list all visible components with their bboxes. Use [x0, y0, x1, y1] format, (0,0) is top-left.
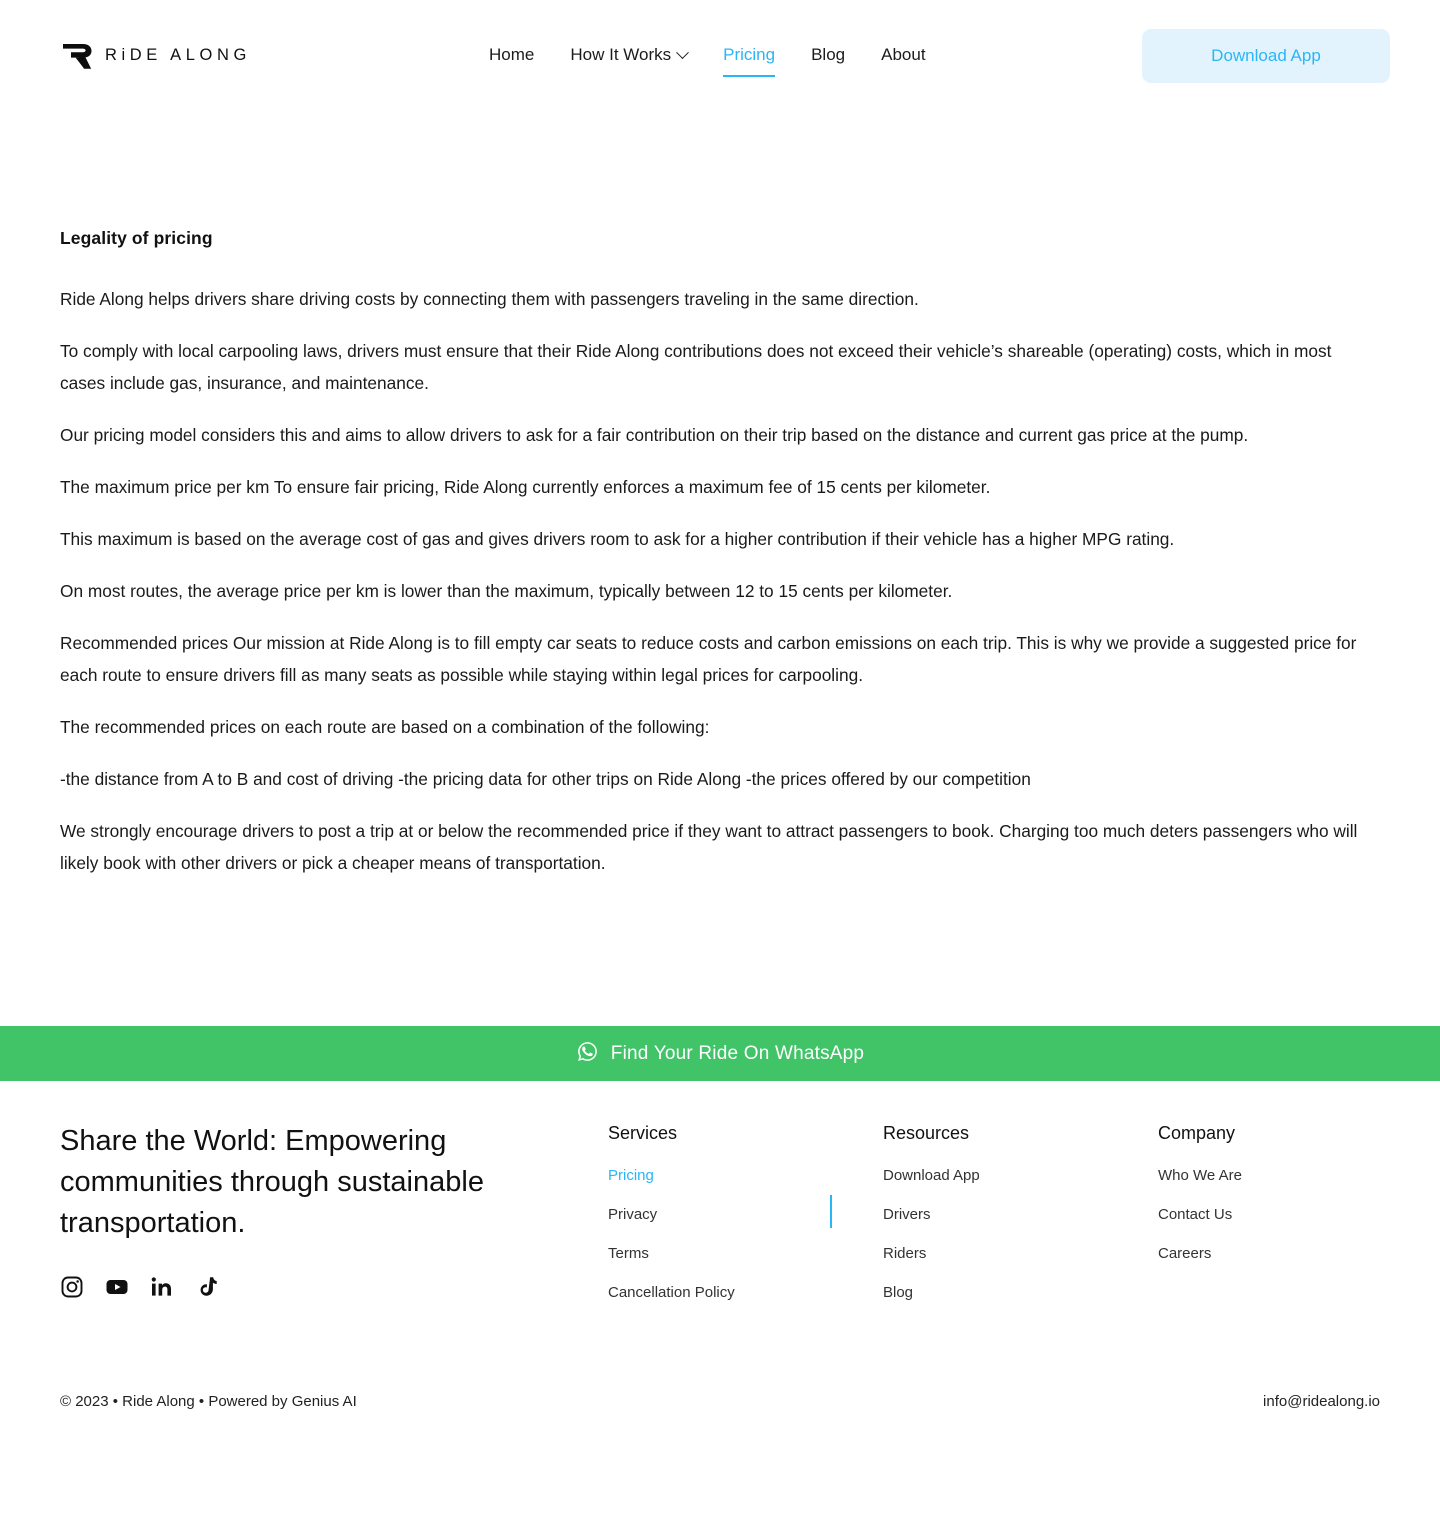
- footer-column-title: Company: [1158, 1123, 1236, 1143]
- article-content: [0, 110, 1440, 879]
- whatsapp-banner[interactable]: [0, 1026, 1440, 1081]
- footer-link-blog[interactable]: Blog: [883, 1284, 914, 1301]
- ride-along-r-mark-icon: [60, 38, 94, 72]
- footer-link-pricing[interactable]: Pricing: [608, 1167, 654, 1184]
- footer-bottom-bar: [0, 1393, 1440, 1410]
- main-nav: [489, 0, 926, 110]
- whatsapp-icon: [576, 1040, 599, 1068]
- article-paragraph: Ride Along helps drivers share driving costs by connecting them with passengers traveling in the same direction.: [60, 289, 919, 309]
- footer-columns: [608, 1123, 1433, 1323]
- article-paragraph: The recommended prices on each route are based on a combination of the following:: [60, 717, 710, 737]
- article-paragraph: The maximum price per km To ensure fair pricing, Ride Along currently enforces a maximum fee of 15 cents per kilometer.: [60, 477, 991, 497]
- footer-link-who-we-are[interactable]: Who We Are: [1158, 1167, 1242, 1184]
- nav-item-label: Home: [489, 45, 535, 64]
- footer-link-contact-us[interactable]: Contact Us: [1158, 1206, 1233, 1223]
- youtube-icon[interactable]: [105, 1275, 129, 1299]
- site-footer: [0, 1081, 1440, 1323]
- instagram-icon[interactable]: [60, 1275, 84, 1299]
- footer-link-cancellation-policy[interactable]: Cancellation Policy: [608, 1284, 735, 1301]
- nav-item-blog[interactable]: [811, 39, 845, 71]
- article-paragraph: Recommended prices Our mission at Ride Along is to fill empty car seats to reduce costs and carbon emissions on each trip. This is why we provide a suggested price for each route to ensure drivers fill as many seats as possible while staying within legal prices for carpooling.: [60, 633, 1357, 685]
- article-paragraph: Our pricing model considers this and aims to allow drivers to ask for a fair contribution on their trip based on the distance and current gas price at the pump.: [60, 425, 1249, 445]
- footer-link-riders[interactable]: Riders: [883, 1245, 927, 1262]
- footer-tagline: Share the World: Empowering communities through sustainable transportation.: [60, 1125, 484, 1239]
- footer-column-title: Services: [608, 1123, 678, 1143]
- copyright-text: © 2023 • Ride Along • Powered by Genius AI: [60, 1393, 357, 1410]
- footer-column-company: [1158, 1123, 1433, 1323]
- article-paragraph: We strongly encourage drivers to post a trip at or below the recommended price if they want to attract passengers to book. Charging too much deters passengers who will likely book with other drivers or pick a cheaper means of transportation.: [60, 821, 1358, 873]
- nav-item-label: Blog: [811, 45, 846, 64]
- article-paragraph: This maximum is based on the average cost of gas and gives drivers room to ask for a higher contribution if their vehicle has a higher MPG rating.: [60, 529, 1175, 549]
- footer-link-terms[interactable]: Terms: [608, 1245, 649, 1262]
- page-title: Legality of pricing: [60, 228, 213, 248]
- footer-link-careers[interactable]: Careers: [1158, 1245, 1212, 1262]
- footer-top: [60, 1109, 1380, 1323]
- footer-link-download-app[interactable]: Download App: [883, 1167, 980, 1184]
- nav-item-about[interactable]: [881, 39, 925, 71]
- footer-column-resources: [883, 1123, 1158, 1323]
- article-paragraph: On most routes, the average price per km is lower than the maximum, typically between 12 to 15 cents per kilometer.: [60, 581, 953, 601]
- nav-item-label: About: [881, 45, 926, 64]
- text-cursor-caret: [830, 1195, 832, 1228]
- logo-wordmark: RiDE ALONG: [105, 45, 251, 64]
- whatsapp-banner-label: Find Your Ride On WhatsApp: [610, 1042, 865, 1064]
- site-header: [0, 0, 1440, 110]
- nav-item-how-it-works[interactable]: [570, 39, 687, 71]
- logo[interactable]: [60, 38, 251, 72]
- contact-email[interactable]: info@ridealong.io: [1263, 1393, 1380, 1410]
- tiktok-icon[interactable]: [195, 1275, 219, 1299]
- nav-item-home[interactable]: [489, 39, 534, 71]
- nav-item-label: How It Works: [570, 45, 672, 64]
- linkedin-icon[interactable]: [150, 1275, 174, 1299]
- download-app-button[interactable]: Download App: [1142, 29, 1390, 83]
- footer-link-privacy[interactable]: Privacy: [608, 1206, 658, 1223]
- footer-column-title: Resources: [883, 1123, 970, 1143]
- footer-brand: [60, 1109, 490, 1299]
- chevron-down-icon: [676, 46, 689, 59]
- article-paragraph: -the distance from A to B and cost of driving -the pricing data for other trips on Ride Along -the prices offered by our competition: [60, 769, 1031, 789]
- footer-link-drivers[interactable]: Drivers: [883, 1206, 931, 1223]
- social-links: [60, 1275, 490, 1299]
- article-paragraph: To comply with local carpooling laws, drivers must ensure that their Ride Along contributions does not exceed their vehicle’s shareable (operating) costs, which in most cases include gas, insurance, and maintenance.: [60, 341, 1332, 393]
- nav-item-pricing[interactable]: [723, 39, 775, 71]
- footer-column-services: [608, 1123, 883, 1323]
- nav-item-label: Pricing: [723, 45, 776, 64]
